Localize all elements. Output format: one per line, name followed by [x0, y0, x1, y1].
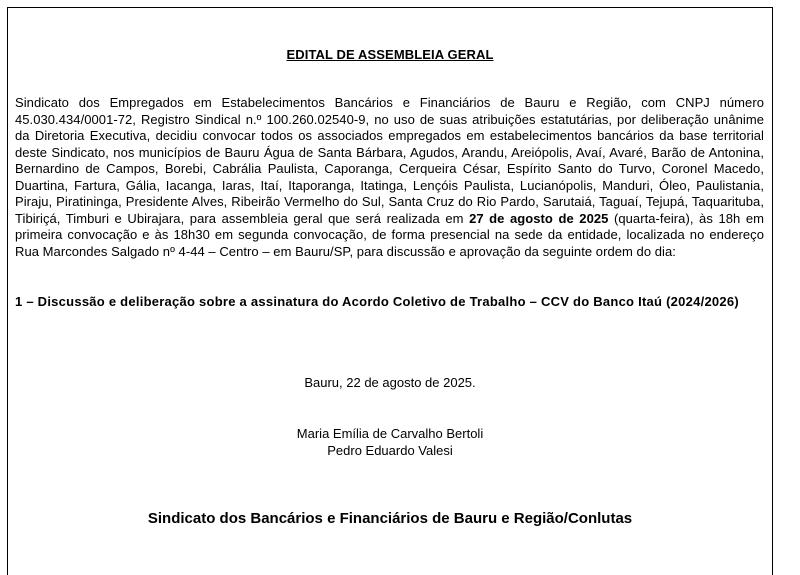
signer-name: Maria Emília de Carvalho Bertoli: [296, 426, 484, 441]
document-title: EDITAL DE ASSEMBLEIA GERAL: [286, 47, 494, 62]
assembly-date: 27 de agosto de 2025: [469, 210, 609, 226]
organization-name: Sindicato dos Bancários e Financiários de Bauru e Região/Conlutas: [147, 510, 633, 527]
signer-name: Pedro Eduardo Valesi: [327, 442, 453, 458]
convocation-text-part1: Sindicato dos Empregados em Estabelecimentos Bancários e Financiários de Bauru e Região, com CNPJ número 45.030.434/0001-72, Registro Sindical n.º 100.260.02540-9, no uso de suas atribuições estatutárias, por deliberação unânime da Diretoria Executiva, decidiu convocar todos os associados empregados em estabelecimentos bancários da base territorial deste Sindicato, nos municípios de Bauru Água de Santa Bárbara, Agudos, Arandu, Areiópolis, Avaí, Avaré, Barão de Antonina, Bernardino de Campos, Borebi, Cabrália Paulista, Caporanga, Cerqueira César, Espírito Santo do Turvo, Coronel Macedo, Duartina, Fartura, Gália, Iacanga, Iaras, Itaí, Itaporanga, Itatinga, Lençóis Paulista, Lucianópolis, Manduri, Óleo, Paulistania, Piraju, Piratininga, Presidente Alves, Ribeirão Vermelho do Sul, Santa Cruz do Rio Pardo, Sarutaiá, Taguaí, Tejupá, Taquarituba, Tibiriçá, Timburi e Ubirajara, para assembleia geral que será realizada em: [15, 95, 764, 226]
agenda-item: 1 – Discussão e deliberação sobre a assinatura do Acordo Coletivo de Trabalho – CCV do Banco Itaú (2024/2026): [15, 294, 739, 309]
signers-block: [0, 426, 780, 459]
convocation-paragraph: [15, 95, 764, 260]
convocation-text-part2: (quarta-feira), às 18h em primeira convocação e às 18h30 em segunda convocação, de forma presencial na sede da entidade, localizada no endereço Rua Marcondes Salgado nº 4-44 – Centro – em Bauru/SP, para discussão e aprovação da seguinte ordem do dia:: [15, 210, 765, 259]
document-frame: [7, 7, 773, 575]
place-and-date: Bauru, 22 de agosto de 2025.: [304, 375, 476, 390]
